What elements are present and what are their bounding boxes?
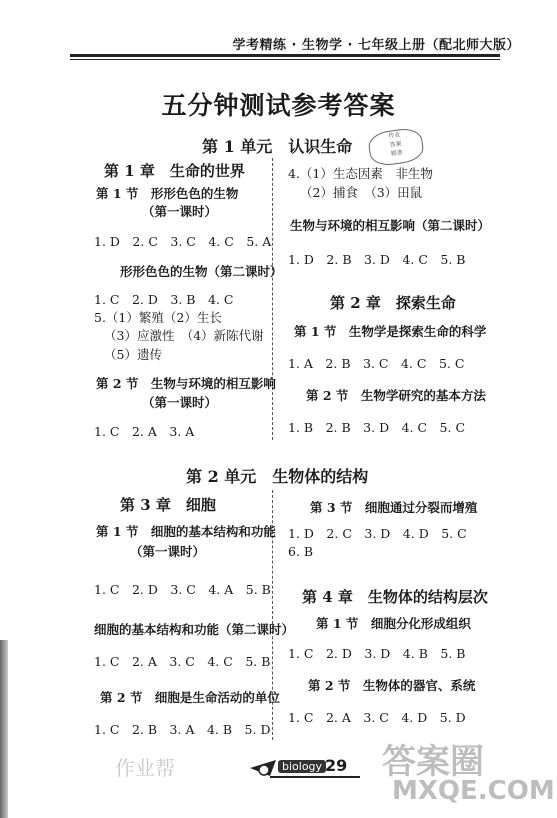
page-edge-shadow	[0, 640, 8, 818]
section-title: 第 3 节 细胞通过分裂而增殖	[310, 500, 478, 515]
footer-rule	[270, 776, 360, 778]
watermark-right: 答案圈	[382, 742, 484, 782]
section-title: 第 1 节 细胞的基本结构和功能	[96, 524, 276, 539]
answer-line: 1. C 2. D 3. C 4. A 5. B	[94, 582, 271, 597]
answer-line: 1. C 2. D 3. B 4. C	[94, 292, 234, 307]
section-title: 第 2 节 生物体的器官、系统	[308, 678, 476, 693]
page-number: 29	[325, 756, 348, 775]
section-title: 生物与环境的相互影响（第二课时）	[290, 218, 491, 233]
answer-line: 1. B 2. B 3. D 4. C 5. C	[288, 420, 466, 435]
answer-line: 1. D 2. C 3. D 4. D 5. C	[288, 526, 467, 541]
answer-line: 1. C 2. A 3. A	[94, 424, 195, 439]
chapter4-title: 第 4 章 生物体的结构层次	[302, 588, 488, 606]
section-title: 第 2 节 生物与环境的相互影响	[96, 376, 276, 391]
mascot-icon	[248, 756, 278, 784]
biology-logo: biology	[278, 760, 326, 773]
section-subtitle: （第一课时）	[142, 204, 218, 219]
section-title: 第 2 节 细胞是生命活动的单位	[100, 690, 280, 705]
chapter2-title: 第 2 章 探索生命	[330, 294, 456, 312]
answer-line: （3）应激性 （4）新陈代谢	[104, 328, 264, 343]
section-subtitle: （第一课时）	[142, 395, 218, 410]
section-title: 第 1 节 生物学是探索生命的科学	[294, 324, 487, 339]
column-divider	[272, 158, 273, 440]
answer-line: 1. C 2. A 3. C 4. D 5. D	[288, 710, 466, 725]
answer-line: 4.（1）生态因素 非生物	[288, 166, 433, 181]
watermark-left: 作业帮	[115, 756, 175, 780]
section-title: 第 2 节 生物学研究的基本方法	[306, 388, 486, 403]
answer-line: 1. A 2. B 3. C 4. C 5. C	[288, 356, 465, 371]
header-rule-thin	[70, 59, 500, 60]
header-rule	[70, 54, 500, 57]
running-header: 学考精练 · 生物学 · 七年级上册（配北师大版）	[232, 38, 520, 53]
stamp-seal: 作业 答案 精准	[367, 126, 425, 167]
answer-line: 1. C 2. D 3. D 4. B 5. B	[288, 646, 466, 661]
section-subtitle: （第一课时）	[130, 544, 206, 559]
answer-line: （2）捕食 （3）田鼠	[300, 185, 423, 200]
answer-line: （5）遗传	[104, 347, 162, 362]
section-title: 第 1 节 细胞分化形成组织	[316, 616, 471, 631]
section-title: 形形色色的生物（第二课时）	[120, 264, 283, 279]
answer-line: 1. C 2. A 3. C 4. C 5. B	[94, 654, 271, 669]
chapter1-title: 第 1 章 生命的世界	[104, 162, 245, 180]
answer-line: 6. B	[288, 544, 314, 559]
watermark-url: MXQE.COM	[392, 776, 555, 806]
section-title: 细胞的基本结构和功能（第二课时）	[94, 622, 295, 637]
answer-line: 1. D 2. B 3. D 4. C 5. B	[288, 252, 466, 267]
answer-line: 1. D 2. C 3. C 4. C 5. A	[94, 234, 272, 249]
chapter3-title: 第 3 章 细胞	[120, 496, 216, 514]
section-title: 第 1 节 形形色色的生物	[96, 186, 239, 201]
unit2-title: 第 2 单元 生物体的结构	[186, 467, 369, 486]
answer-line: 5.（1）繁殖（2）生长	[94, 310, 222, 325]
page-title: 五分钟测试参考答案	[161, 91, 396, 120]
answer-line: 1. C 2. B 3. A 4. B 5. D	[94, 722, 271, 737]
unit1-title: 第 1 单元 认识生命	[202, 137, 353, 156]
